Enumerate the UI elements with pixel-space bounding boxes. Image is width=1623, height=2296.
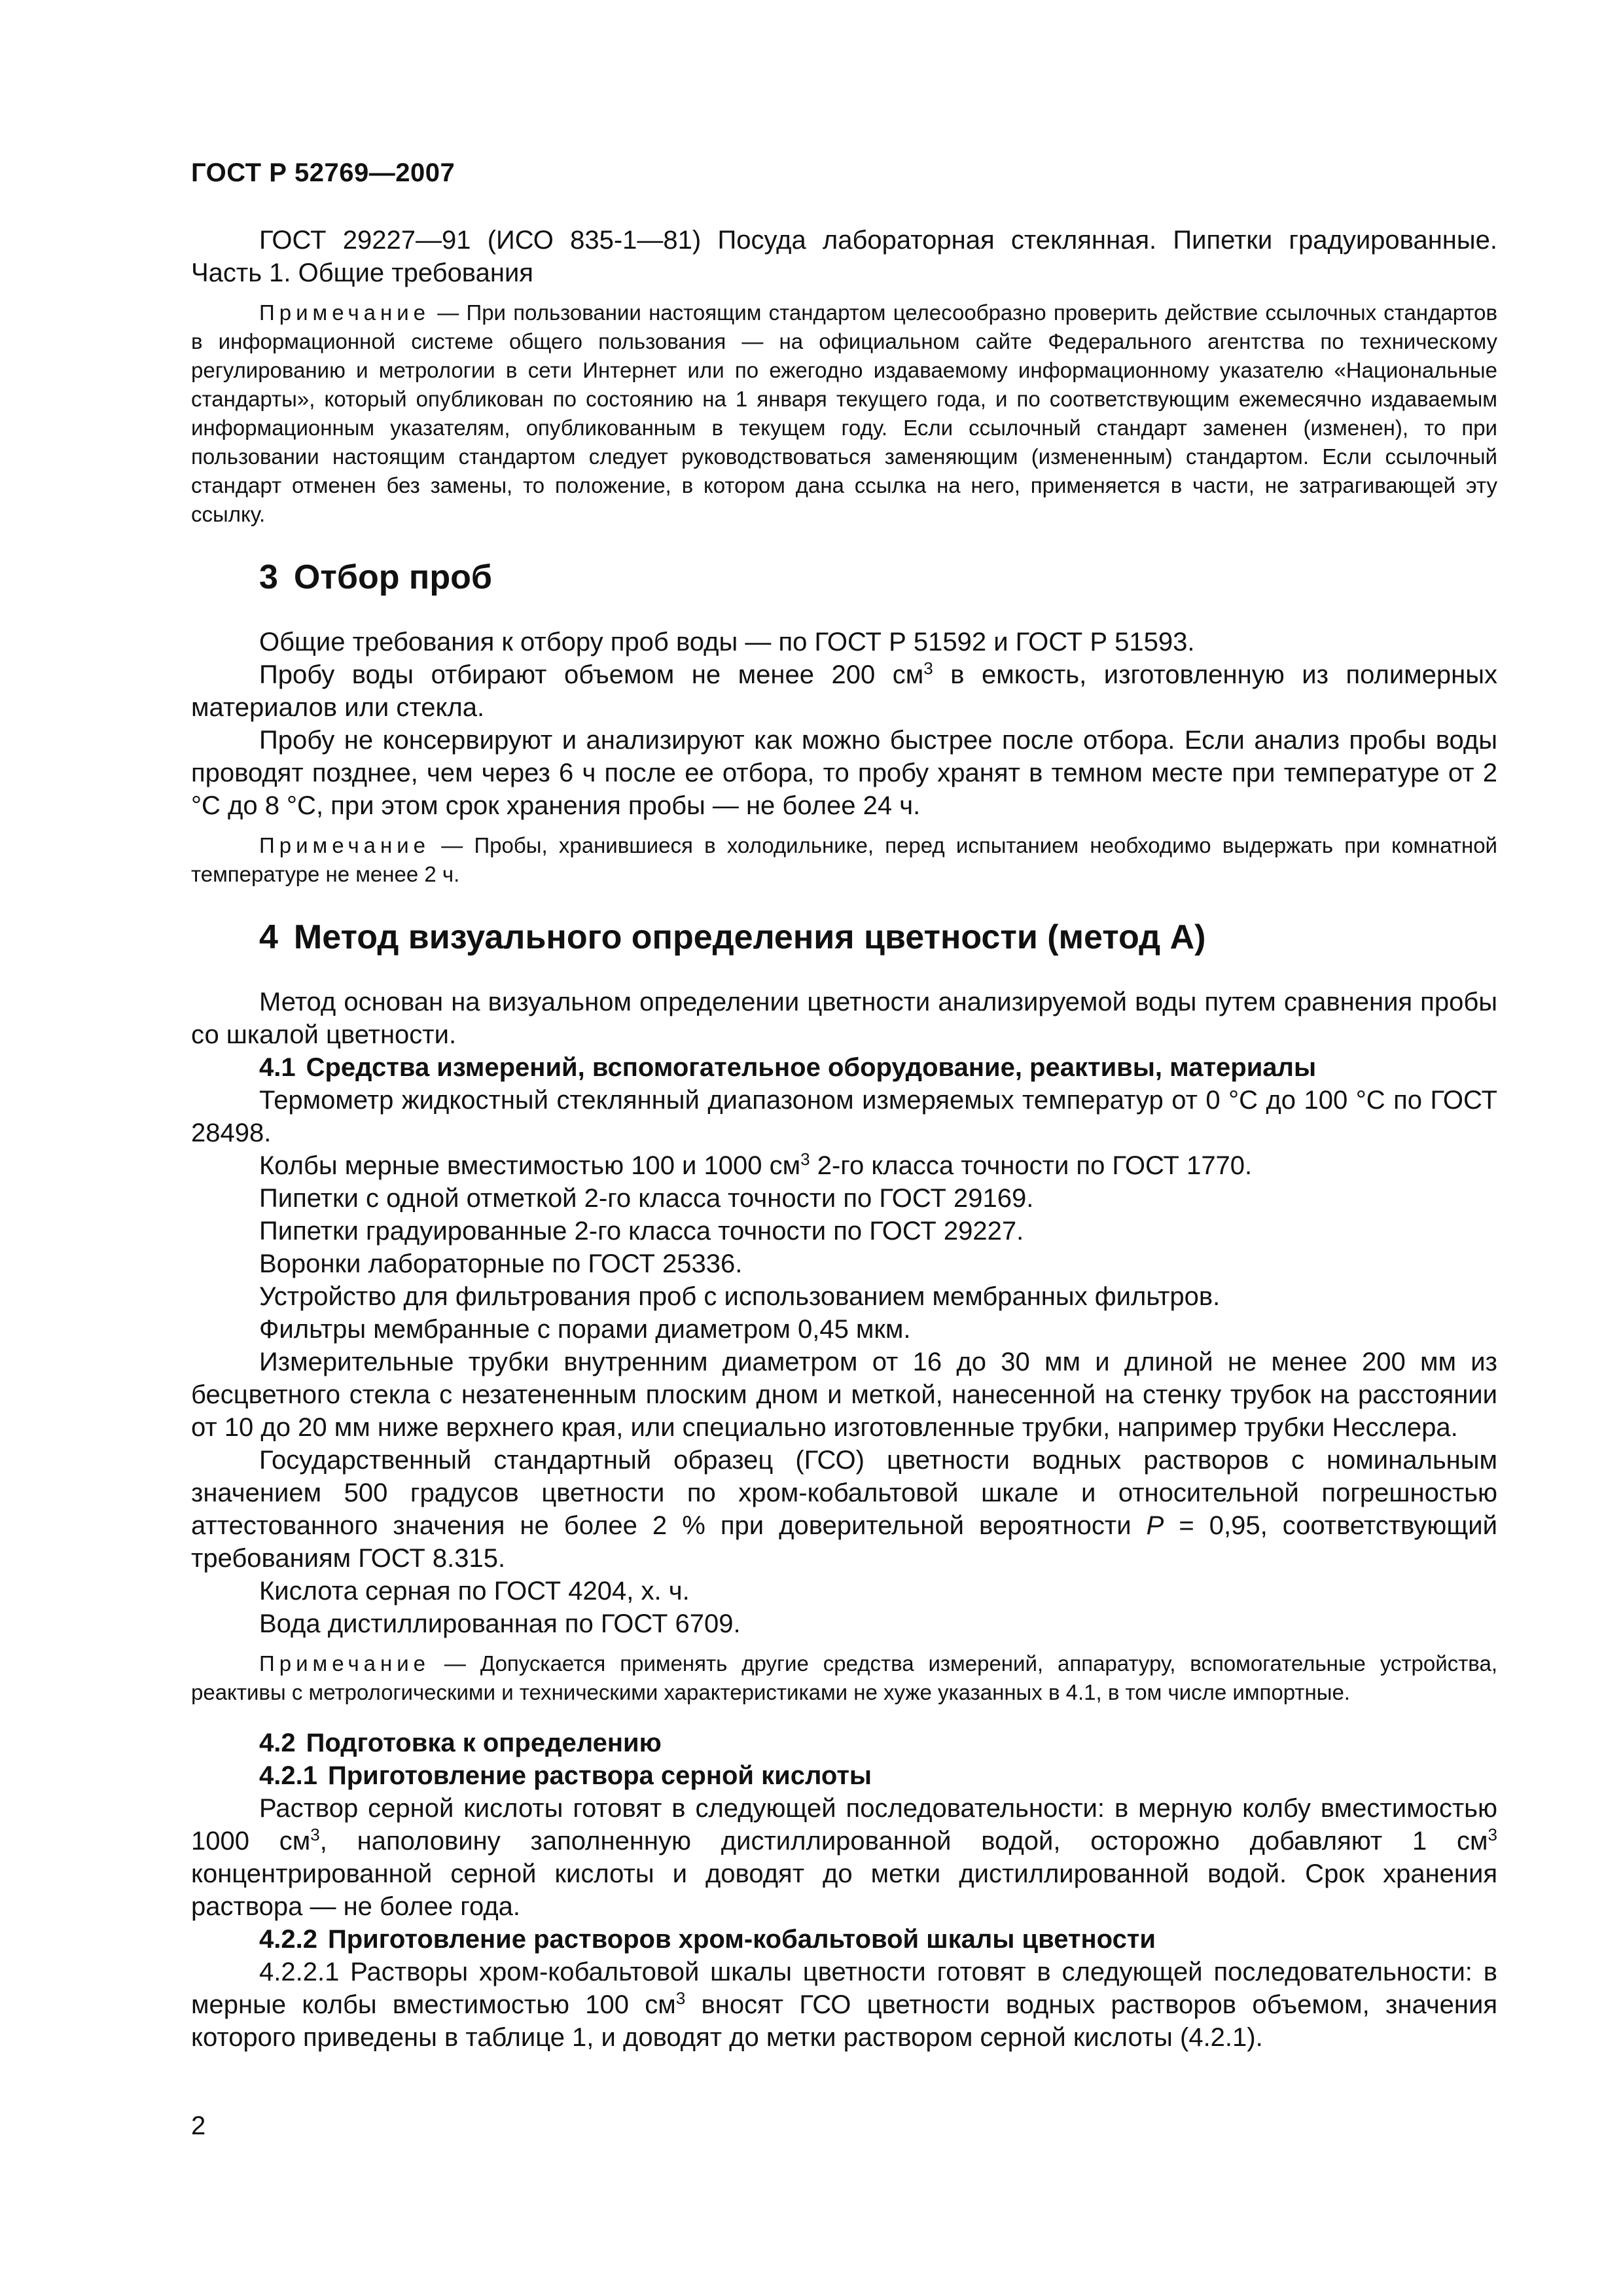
equipment-item: Пипетки с одной отметкой 2-го класса точности по ГОСТ 29169.	[259, 1184, 1034, 1213]
page-content	[191, 224, 1497, 2054]
equipment-item: Воронки лабораторные по ГОСТ 25336.	[259, 1249, 743, 1278]
subsection-4-1-note	[191, 1649, 1497, 1707]
subsection-4-1-heading: 4.1 Средства измерений, вспомогательное оборудование, реактивы, материалы	[259, 1053, 1317, 1082]
section-title: Метод визуального определения цветности (метод А)	[293, 918, 1206, 956]
equipment-item: Кислота серная по ГОСТ 4204, х. ч.	[259, 1577, 690, 1605]
equipment-item: Государственный стандартный образец (ГСО) цветности водных растворов с номинальным значением 500 градусов цветности по хром-кобальтовой шкале и относительной погрешностью аттестованного значения не более 2 % при доверительной вероятности Р = 0,95, соответствующий требованиям ГОСТ 8.315.	[191, 1446, 1497, 1573]
note-text: — При пользовании настоящим стандартом целесообразно проверить действие ссылочных стандартов в информационной системе общего пользования — на официальном сайте Федерального агентства по техническому регулированию и метрологии в сети Интернет или по ежегодно издаваемому информационному указателю «Национальные стандарты», который опубликован по состоянию на 1 января текущего года, и по соответствующим ежемесячно издаваемым информационным указателям, опубликованным в текущем году. Если ссылочный стандарт заменен (изменен), то при пользовании настоящим стандартом следует руководствоваться заменяющим (измененным) стандартом. Если ссылочный стандарт отменен без замены, то положение, в котором дана ссылка на него, применяется в части, не затрагивающей эту ссылку.	[191, 300, 1497, 526]
section-3-paragraph: Общие требования к отбору проб воды — по ГОСТ Р 51592 и ГОСТ Р 51593.	[259, 628, 1195, 656]
section-3-note	[191, 831, 1497, 889]
note-label: Примечание	[259, 833, 431, 857]
section-number: 3	[259, 558, 278, 596]
reference-note	[191, 298, 1497, 529]
equipment-item: Вода дистиллированная по ГОСТ 6709.	[259, 1609, 741, 1638]
page-number: 2	[191, 2111, 206, 2140]
equipment-item: Колбы мерные вместимостью 100 и 1000 $см^3$ 2-го класса точности по ГОСТ 1770.	[259, 1149, 1253, 1180]
subsection-4-2-1-heading: 4.2.1 Приготовление раствора серной кислоты	[259, 1761, 872, 1790]
document-code-header: ГОСТ Р 52769—2007	[191, 158, 455, 187]
section-3-heading	[259, 558, 1497, 597]
section-4-heading	[259, 918, 1497, 957]
section-number: 4	[259, 918, 278, 956]
note-label: Примечание	[259, 300, 431, 325]
subsection-4-2-2-heading: 4.2.2 Приготовление растворов хром-кобальтовой шкалы цветности	[259, 1925, 1156, 1954]
equipment-item: Термометр жидкостный стеклянный диапазоном измеряемых температур от 0 °С до 100 °С по ГОСТ 28498.	[191, 1086, 1497, 1147]
subsection-4-2-heading: 4.2 Подготовка к определению	[259, 1729, 662, 1757]
note-text: — Допускается применять другие средства измерений, аппаратуру, вспомогательные устройства, реактивы с метрологическими и техническими характеристиками не хуже указанных в 4.1, в том числе импортные.	[191, 1651, 1497, 1704]
section-title: Отбор проб	[293, 558, 492, 596]
note-text: — Пробы, хранившиеся в холодильнике, перед испытанием необходимо выдержать при комнатной температуре не менее 2 ч.	[191, 833, 1497, 886]
equipment-item: Измерительные трубки внутренним диаметром от 16 до 30 мм и длиной не менее 200 мм из бесцветного стекла с незатененным плоским дном и меткой, нанесенной на стенку трубок на расстоянии от 10 до 20 мм ниже верхнего края, или специально изготовленные трубки, например трубки Несслера.	[191, 1348, 1497, 1442]
subsection-4-2-2-paragraph: 4.2.2.1 Растворы хром-кобальтовой шкалы цветности готовят в следующей последовательности: в мерные колбы вместимостью 100 $см^3$ вносят ГСО цветности водных растворов объемом, значения которого приведены в таблице 1, и доводят до метки раствором серной кислоты (4.2.1).	[191, 1958, 1497, 2052]
subsection-4-2-1-paragraph: Раствор серной кислоты готовят в следующей последовательности: в мерную колбу вместимостью 1000 $см^3$, наполовину заполненную дистиллированной водой, осторожно добавляют 1 $см^3$ концентрированной серной кислоты и доводят до метки дистиллированной водой. Срок хранения раствора — не более года.	[191, 1794, 1497, 1921]
equipment-item: Пипетки градуированные 2-го класса точности по ГОСТ 29227.	[259, 1217, 1024, 1246]
equipment-item: Фильтры мембранные с порами диаметром 0,45 мкм.	[259, 1315, 911, 1344]
section-4-paragraph: Метод основан на визуальном определении цветности анализируемой воды путем сравнения пробы со шкалой цветности.	[191, 988, 1497, 1049]
section-3-paragraph: Пробу воды отбирают объемом не менее 200 $см^3$ в емкость, изготовленную из полимерных материалов или стекла.	[191, 658, 1497, 722]
note-label: Примечание	[259, 1651, 431, 1676]
equipment-item: Устройство для фильтрования проб с использованием мембранных фильтров.	[259, 1282, 1221, 1311]
normative-reference: ГОСТ 29227—91 (ИСО 835-1—81) Посуда лабораторная стеклянная. Пипетки градуированные. Часть 1. Общие требования	[191, 226, 1497, 287]
section-3-paragraph: Пробу не консервируют и анализируют как можно быстрее после отбора. Если анализ пробы воды проводят позднее, чем через 6 ч после ее отбора, то пробу хранят в темном месте при температуре от 2 °С до 8 °С, при этом срок хранения пробы — не более 24 ч.	[191, 726, 1497, 820]
